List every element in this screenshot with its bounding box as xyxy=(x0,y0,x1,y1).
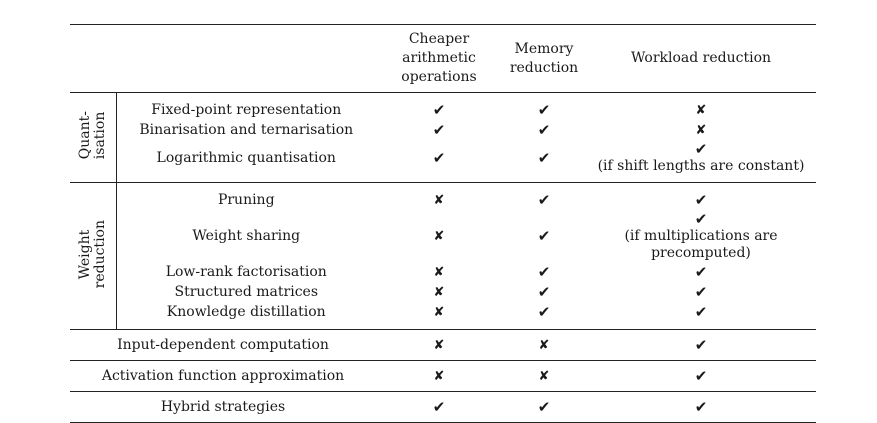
workload-mark xyxy=(586,120,816,140)
table-row xyxy=(70,210,816,262)
workload-mark xyxy=(586,361,816,392)
workload-mark xyxy=(586,93,816,121)
memory-mark xyxy=(502,183,586,211)
arith-mark xyxy=(376,120,502,140)
check-icon: ✔ xyxy=(694,263,708,281)
check-icon: ✔ xyxy=(694,398,708,416)
header-empty-technique xyxy=(116,25,376,93)
weight-reduction-group-label-cell xyxy=(70,183,116,330)
check-icon: ✔ xyxy=(537,121,551,139)
memory-mark xyxy=(502,262,586,282)
table-row xyxy=(70,361,816,392)
workload-mark xyxy=(586,140,816,183)
check-icon: ✔ xyxy=(694,140,708,158)
cross-icon: ✘ xyxy=(433,285,445,300)
table-row xyxy=(70,330,816,361)
workload-mark xyxy=(586,330,816,361)
check-icon: ✔ xyxy=(694,367,708,385)
hybrid-section xyxy=(70,392,816,423)
technique-label: Logarithmic quantisation xyxy=(156,149,336,166)
workload-note: (if shift lengths are constant) xyxy=(597,158,805,174)
memory-mark xyxy=(502,93,586,121)
technique-label: Knowledge distillation xyxy=(166,304,326,320)
cross-icon: ✘ xyxy=(433,305,445,320)
check-icon: ✔ xyxy=(432,148,446,167)
workload-note: (if multiplications are precomputed) xyxy=(624,228,778,261)
arith-mark xyxy=(376,183,502,211)
check-icon: ✔ xyxy=(537,263,551,281)
weight-reduction-section xyxy=(70,183,816,330)
memory-mark xyxy=(502,330,586,361)
memory-mark xyxy=(502,120,586,140)
table-row xyxy=(70,120,816,140)
comparison-table xyxy=(70,24,816,423)
memory-mark xyxy=(502,282,586,302)
check-icon: ✔ xyxy=(432,121,446,139)
check-icon: ✔ xyxy=(432,101,446,119)
check-icon: ✔ xyxy=(694,303,708,321)
workload-mark xyxy=(586,302,816,330)
arith-mark xyxy=(376,361,502,392)
workload-mark xyxy=(586,183,816,211)
technique-label: Low-rank factorisation xyxy=(165,264,327,280)
cross-icon: ✘ xyxy=(695,123,707,138)
quantisation-group-label: Quant- isation xyxy=(76,111,108,160)
memory-mark xyxy=(502,361,586,392)
header-memory-reduction: Memory reduction xyxy=(509,40,579,76)
technique-label: Hybrid strategies xyxy=(160,399,286,415)
check-icon: ✔ xyxy=(694,336,708,354)
workload-mark xyxy=(586,392,816,423)
check-icon: ✔ xyxy=(537,148,551,167)
cross-icon: ✘ xyxy=(538,369,550,384)
check-icon: ✔ xyxy=(537,398,551,416)
table-row xyxy=(70,302,816,330)
table-row xyxy=(70,183,816,211)
header-empty-group xyxy=(70,25,116,93)
quantisation-section xyxy=(70,93,816,183)
memory-mark xyxy=(502,392,586,423)
workload-mark xyxy=(586,282,816,302)
technique-label: Weight sharing xyxy=(192,228,301,244)
technique-label: Binarisation and ternarisation xyxy=(139,122,354,138)
arith-mark xyxy=(376,93,502,121)
header-workload-reduction: Workload reduction xyxy=(630,50,772,66)
check-icon: ✔ xyxy=(432,398,446,416)
cross-icon: ✘ xyxy=(538,338,550,353)
arith-mark xyxy=(376,302,502,330)
cross-icon: ✘ xyxy=(433,338,445,353)
cross-icon: ✘ xyxy=(433,193,445,208)
cross-icon: ✘ xyxy=(433,265,445,280)
table-header xyxy=(70,25,816,93)
check-icon: ✔ xyxy=(694,191,708,209)
check-icon: ✔ xyxy=(537,101,551,119)
workload-mark xyxy=(586,262,816,282)
technique-label: Pruning xyxy=(217,192,275,208)
comparison-table-wrapper xyxy=(70,24,816,423)
arith-mark xyxy=(376,282,502,302)
check-icon: ✔ xyxy=(537,227,551,245)
check-icon: ✔ xyxy=(537,191,551,209)
table-row xyxy=(70,140,816,183)
technique-label: Fixed-point representation xyxy=(151,102,342,118)
table-row xyxy=(70,93,816,121)
memory-mark xyxy=(502,210,586,262)
memory-mark xyxy=(502,140,586,183)
cross-icon: ✘ xyxy=(433,369,445,384)
activation-section xyxy=(70,361,816,392)
header-cheaper-arithmetic: Cheaper arithmetic operations xyxy=(401,31,477,85)
technique-label: Input-dependent computation xyxy=(117,337,329,353)
cross-icon: ✘ xyxy=(695,103,707,118)
check-icon: ✔ xyxy=(694,210,708,228)
arith-mark xyxy=(376,210,502,262)
table-row xyxy=(70,282,816,302)
table-row xyxy=(70,262,816,282)
arith-mark xyxy=(376,140,502,183)
technique-label: Structured matrices xyxy=(174,284,319,300)
technique-label: Activation function approximation xyxy=(101,368,345,384)
quantisation-group-label-cell xyxy=(70,93,116,183)
workload-mark xyxy=(586,210,816,262)
header-row xyxy=(70,25,816,93)
check-icon: ✔ xyxy=(537,303,551,321)
weight-reduction-group-label: Weight reduction xyxy=(76,219,108,289)
cross-icon: ✘ xyxy=(433,229,445,244)
arith-mark xyxy=(376,262,502,282)
arith-mark xyxy=(376,330,502,361)
table-row xyxy=(70,392,816,423)
check-icon: ✔ xyxy=(537,283,551,301)
memory-mark xyxy=(502,302,586,330)
input-dependent-section xyxy=(70,330,816,361)
check-icon: ✔ xyxy=(694,283,708,301)
arith-mark xyxy=(376,392,502,423)
